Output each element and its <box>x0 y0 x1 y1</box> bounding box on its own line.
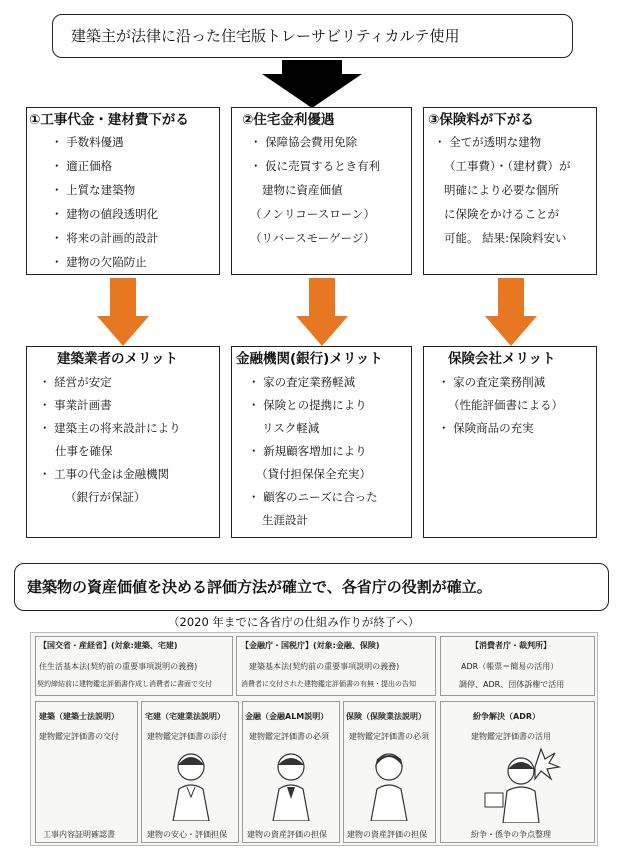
down-arrow-orange-icon <box>296 278 348 346</box>
column-bottom: 建物の安心・評価担保 <box>147 830 227 839</box>
table-cell: 調停、ADR、団体訴権で活用 <box>459 680 565 689</box>
bottom-box-title: 保険会社メリット <box>448 351 556 367</box>
person-illustration-icon <box>367 749 411 821</box>
list-item: ・ 建物の欠陥防止 <box>51 255 147 269</box>
list-item: ・ 工事の代金は金融機関 <box>39 467 170 481</box>
column-title: 紛争解決（ADR） <box>473 712 540 721</box>
down-arrow-orange-icon <box>485 278 537 346</box>
column-sub: 建物鑑定評価書の活用 <box>471 732 551 741</box>
column-title: 金融（金融ALM説明） <box>245 712 329 721</box>
list-item: ・ 仮に売買するとき有利 <box>250 159 381 173</box>
list-item: ・ 上質な建築物 <box>51 183 136 197</box>
column-bottom: 紛争・係争の争点整理 <box>471 830 551 839</box>
top-box-title: ③保険料が下がる <box>428 112 534 128</box>
table-cell: 消費者に交付された建物鑑定評価書の有無・提出の告知 <box>241 680 416 688</box>
column-title: 宅建（宅建業法説明） <box>145 712 225 721</box>
person-illustration-icon <box>269 749 313 821</box>
top-box-cost <box>26 107 220 275</box>
bottom-box-title: 金融機関(銀行)メリット <box>236 351 383 367</box>
list-item: ・ 全てが透明な建物 <box>434 135 542 149</box>
top-box-interest <box>231 107 412 275</box>
person-illustration-icon <box>169 749 213 821</box>
table-header: 【金融庁・国税庁】(対象:金融、保険) <box>241 641 380 650</box>
top-box-title: ①工事代金・建材費下がる <box>29 112 189 128</box>
list-item: ・ 保障協会費用免除 <box>250 135 358 149</box>
bottom-box-insurer <box>423 346 597 538</box>
list-item: ・ 適正価格 <box>51 159 113 173</box>
bottom-box-builder <box>26 346 220 538</box>
list-item: （銀行が保証） <box>65 490 146 504</box>
table-header: 【消費者庁・裁判所】 <box>471 641 551 650</box>
timeline-note: （2020 年までに各省庁の仕組み作りが終了へ） <box>168 615 420 629</box>
table-cell: 住生活基本法(契約前の重要事項説明の義務) <box>39 662 198 671</box>
orange-arrow-shape <box>485 278 537 346</box>
column-title: 保険（保険業法説明） <box>346 712 426 721</box>
orange-arrow-shape <box>296 278 348 346</box>
list-item: 建物に資産価値 <box>262 183 343 197</box>
list-item: ・ 保険との提携により <box>248 398 367 412</box>
column-bottom: 建物の資産評価の担保 <box>347 830 427 839</box>
ministry-table <box>30 632 598 846</box>
column-bottom: 工事内容証明確認書 <box>43 830 115 839</box>
conclusion-box <box>14 563 609 611</box>
list-item: ・ 顧客のニーズに合った <box>248 490 378 504</box>
down-arrow-orange-icon <box>97 278 149 346</box>
list-item: （ノンリコースローン） <box>250 207 376 221</box>
top-box-insurance <box>423 107 597 275</box>
list-item: ・ 将来の計画的設計 <box>51 231 159 245</box>
list-item: 仕事を確保 <box>55 444 113 458</box>
bottom-box-bank <box>231 346 412 538</box>
conclusion-title: 建築物の資産価値を決める評価方法が確立で、各省庁の役割が確立。 <box>27 578 492 596</box>
bottom-box-title: 建築業者のメリット <box>57 351 178 367</box>
list-item: （工事費）・（建材費）が <box>444 159 571 173</box>
list-item: ・ 家の査定業務軽減 <box>248 375 356 389</box>
list-item: ・ 建物の値段透明化 <box>51 207 159 221</box>
list-item: に保険をかけることが <box>444 207 559 221</box>
list-item: 生涯設計 <box>262 513 308 527</box>
list-item: ・ 保険商品の充実 <box>438 421 534 435</box>
table-cell: 契約締結前に建物鑑定評価書作成し消費者に書面で交付 <box>37 680 212 688</box>
list-item: ・ 手数料優遇 <box>51 135 124 149</box>
column-sub: 建物鑑定評価書の必須 <box>349 732 429 741</box>
column-title: 建築（建築士法説明） <box>39 712 119 721</box>
list-item: ・ 建築主の将来設計により <box>39 421 181 435</box>
list-item: （性能評価書による） <box>448 398 563 412</box>
list-item: ・ 事業計画書 <box>39 398 112 412</box>
orange-arrow-shape <box>97 278 149 346</box>
column-sub: 建物鑑定評価書の交付 <box>39 732 119 741</box>
black-arrow-shape <box>262 60 362 108</box>
list-item: ・ 新規顧客増加により <box>248 444 367 458</box>
column-sub: 建物鑑定評価書の添付 <box>147 732 227 741</box>
column-bottom: 建物の資産評価の担保 <box>247 830 327 839</box>
list-item: ・ 家の査定業務削減 <box>438 375 546 389</box>
header-box <box>52 14 573 58</box>
list-item: （貸付担保保全充実） <box>256 467 371 481</box>
top-box-title: ②住宅金利優遇 <box>242 112 335 128</box>
down-arrow-black-icon <box>262 60 362 108</box>
header-title: 建築主が法律に沿った住宅版トレーサビリティカルテ使用 <box>71 27 460 45</box>
column-sub: 建物鑑定評価書の必須 <box>249 732 329 741</box>
list-item: （リバースモーゲージ） <box>250 231 375 245</box>
table-cell: ADR（帳票＝簡易の活用） <box>461 662 559 671</box>
list-item: ・ 経営が安定 <box>39 375 112 389</box>
list-item: リスク軽減 <box>262 421 320 435</box>
list-item: 可能。 結果:保険料安い <box>444 231 567 245</box>
table-cell: 建築基本法(契約前の重要事項説明の義務) <box>249 662 400 671</box>
list-item: 明確により必要な個所 <box>444 183 559 197</box>
table-header: 【国交省・産経省】(対象:建築、宅建) <box>39 641 178 650</box>
mediator-illustration-icon <box>483 745 561 823</box>
